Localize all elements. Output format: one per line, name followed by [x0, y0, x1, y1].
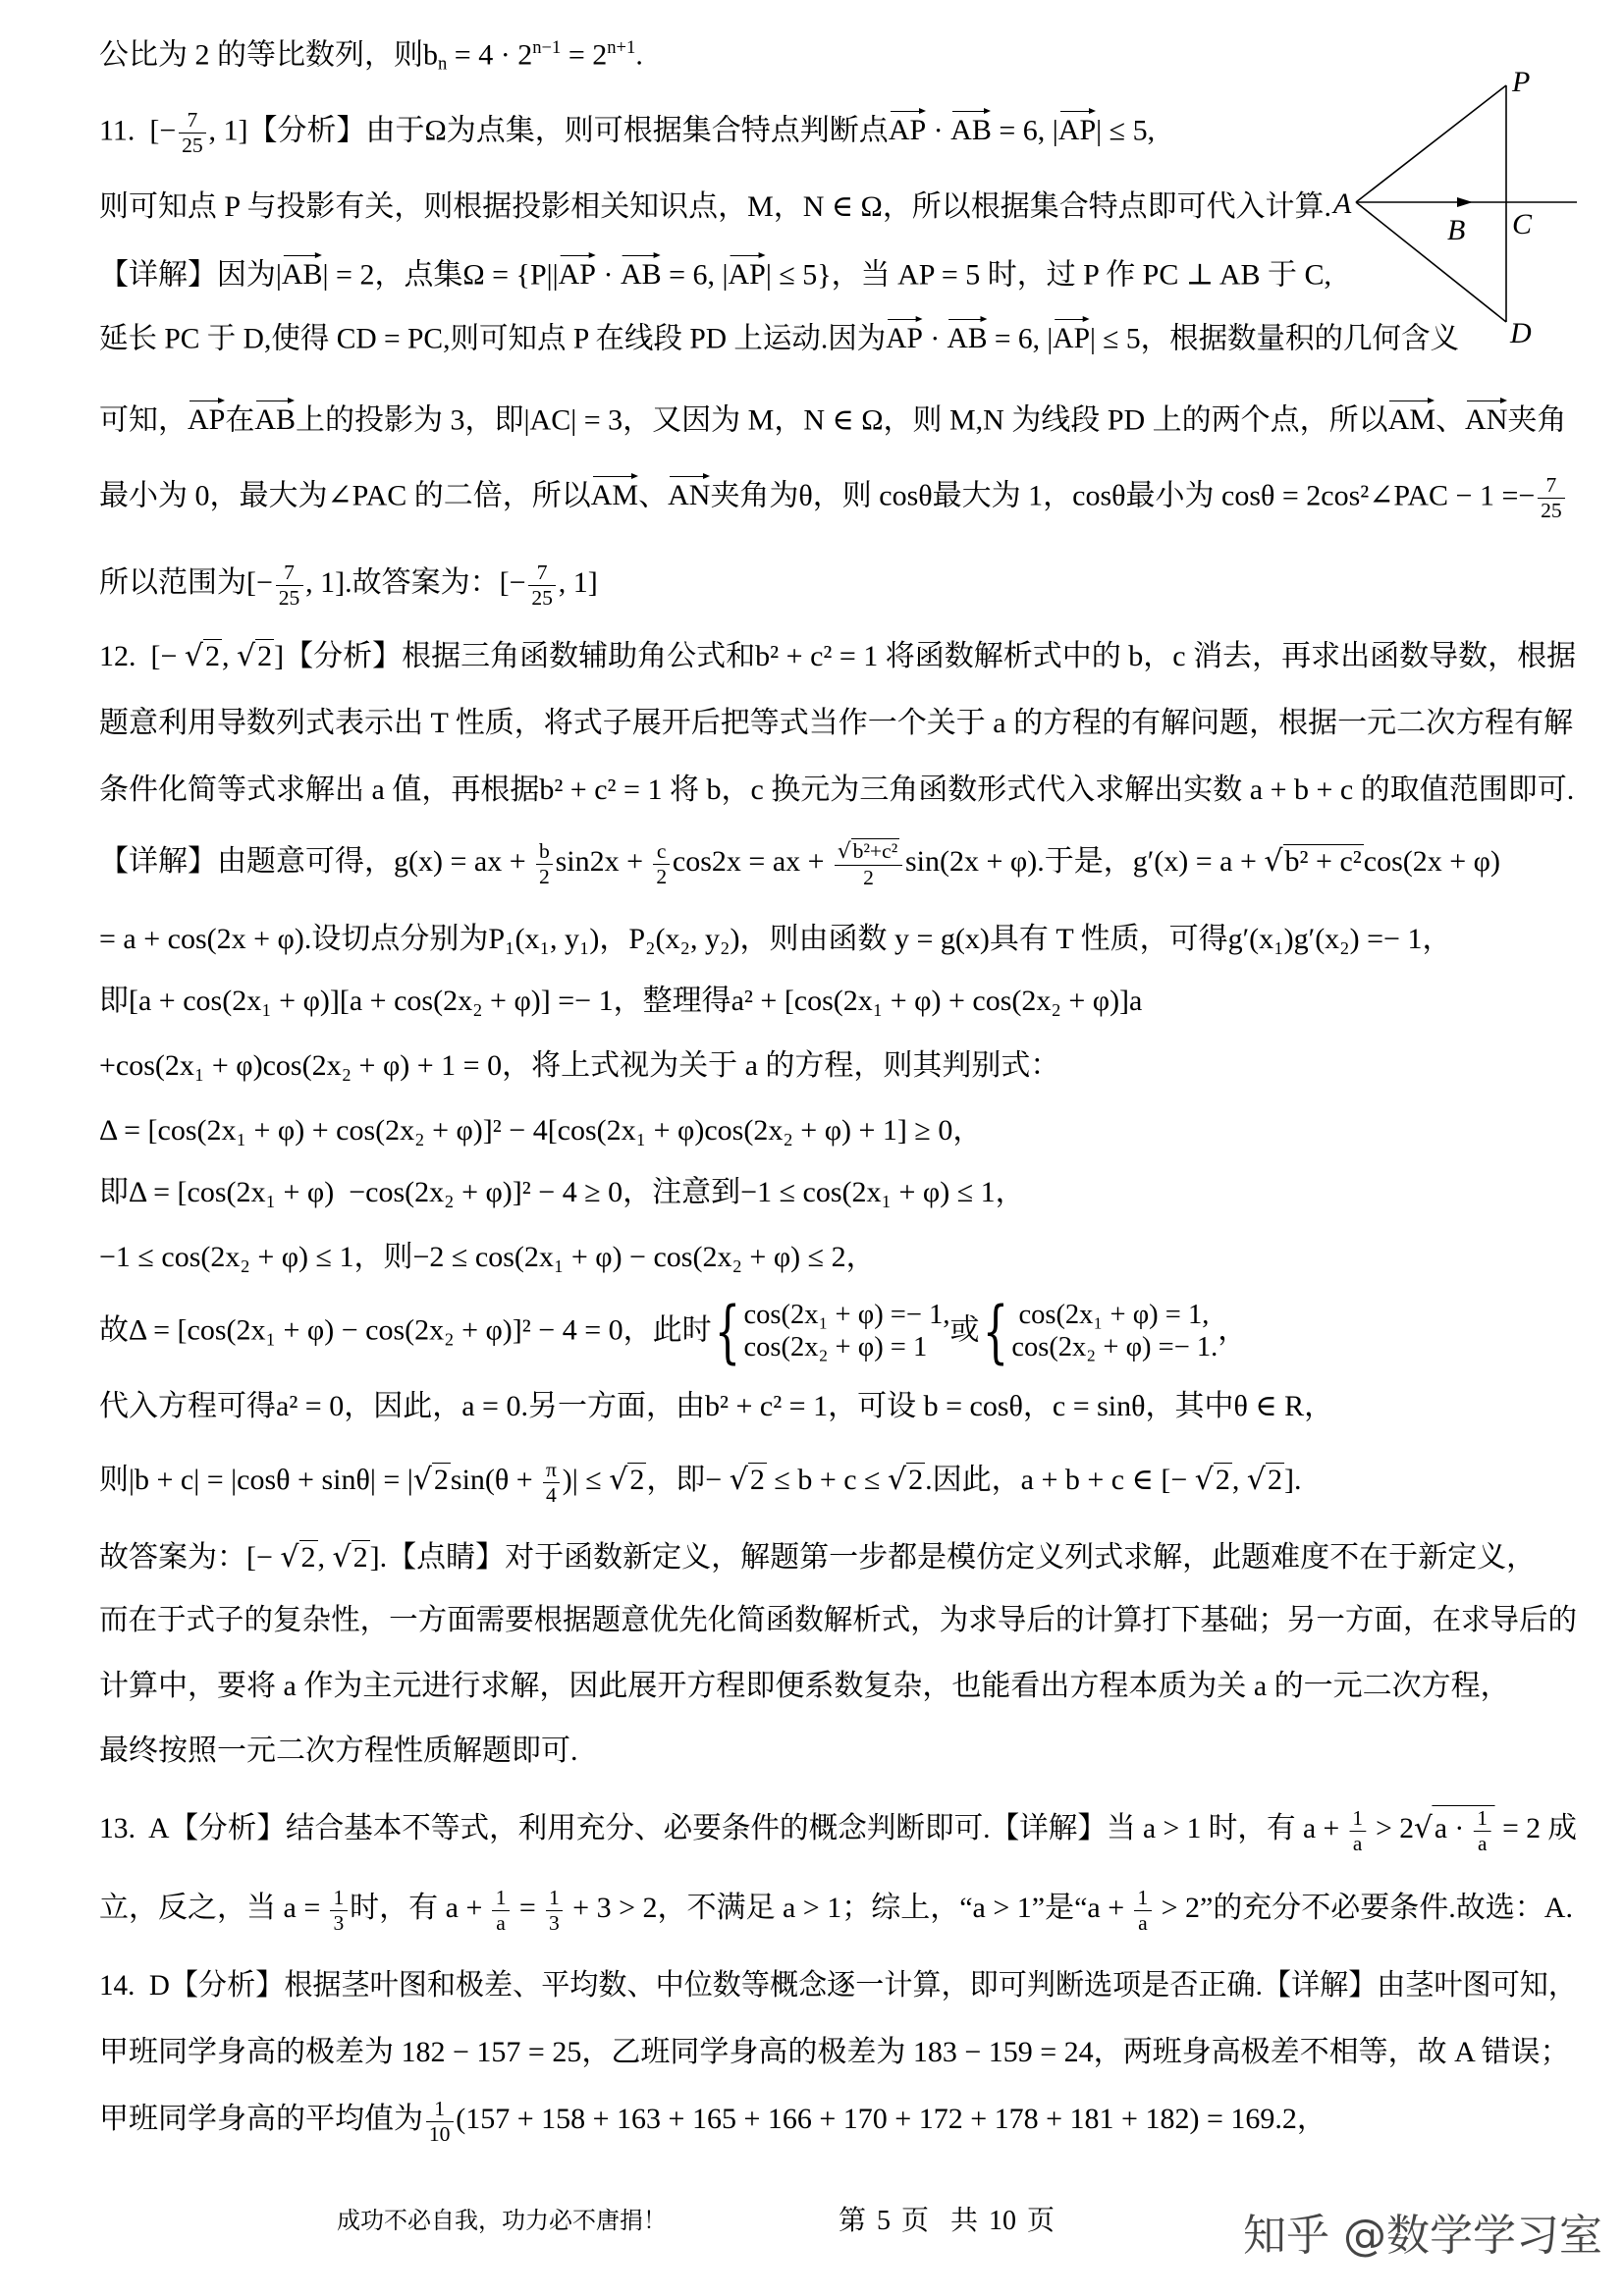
fraction-denominator: 2	[538, 864, 550, 888]
solution-line	[99, 2092, 1577, 2151]
radical-sign: √	[184, 639, 204, 674]
text-run: 可知，	[99, 403, 188, 437]
text-run: | ≤ 5,	[1096, 113, 1156, 146]
square-root	[413, 1464, 451, 1496]
subscript: n	[438, 53, 448, 75]
solution-line	[99, 1292, 1577, 1371]
solution-line	[99, 1591, 1577, 1650]
line-content	[99, 638, 1576, 675]
vector: AP	[728, 252, 765, 290]
text-run: 延长 PC 于 D,使得 CD = PC,则可知点 P 在线段 PD 上运动.因为	[99, 322, 887, 355]
line-content	[99, 1539, 1536, 1576]
text-run: 立，反之，当 a =	[99, 1891, 328, 1924]
solution-line	[99, 468, 1577, 527]
solution-line	[99, 972, 1577, 1031]
text-run: 【详解】因为|	[99, 258, 282, 292]
radicand: b²+c²	[852, 838, 898, 863]
text-run: 代入方程可得a² = 0，因此，a = 0.另一方面，由b² + c² = 1，可设 b = cosθ，c = sinθ，其中θ ∈ R，	[99, 1390, 1334, 1423]
radicand: 2	[352, 1541, 368, 1575]
solution-line	[99, 1377, 1577, 1436]
fraction-denominator: 2	[656, 864, 668, 888]
point-label-D: D	[1510, 317, 1532, 349]
solution-line	[99, 1453, 1577, 1512]
solution-line	[99, 1956, 1577, 2015]
radicand: 2	[300, 1541, 316, 1575]
watermark: 知乎 @数学学习室	[1243, 2211, 1602, 2261]
solution-line	[99, 627, 1577, 686]
line-content	[99, 2034, 1570, 2071]
line-content	[99, 1174, 1025, 1211]
vector: AB	[947, 316, 988, 353]
segment-AD	[1356, 202, 1506, 322]
text-run: 13. A【分析】结合基本不等式，利用充分、必要条件的概念判断即可.【详解】当 a > 1 时，有 a +	[99, 1812, 1347, 1845]
fraction-numerator: 1	[546, 1886, 563, 1911]
text-run: 即Δ = [cos(2x₁ + φ) −cos(2x₂ + φ)]² − 4 ≥ 0，注意到−1 ≤ cos(2x₁ + φ) ≤ 1，	[99, 1176, 1025, 1209]
fraction	[426, 2097, 454, 2147]
text-run: .因此，a + b + c ∈ [−	[925, 1463, 1195, 1496]
line-content	[99, 772, 1574, 809]
square-root	[730, 1464, 767, 1496]
superscript: n+1	[607, 37, 636, 59]
radical-sign: √	[332, 1540, 352, 1575]
text-run: 时，有 a +	[350, 1891, 490, 1924]
fraction-numerator: π	[543, 1458, 560, 1483]
text-run: > 2”的充分不必要条件.故选：A.	[1154, 1891, 1573, 1924]
fraction-numerator: 7	[1538, 473, 1565, 499]
square-root	[1195, 1464, 1232, 1496]
fraction	[1538, 473, 1565, 523]
vector: AM	[1388, 398, 1435, 435]
text-run: 、	[1435, 403, 1466, 437]
vector: AN	[1465, 398, 1507, 435]
vector: AP	[889, 108, 926, 145]
solution-line	[99, 1163, 1577, 1222]
vector: AP	[886, 316, 923, 353]
vector: AB	[950, 108, 992, 145]
fraction	[1134, 1886, 1151, 1936]
radicand: 2	[257, 640, 273, 673]
equation-rows	[1011, 1300, 1218, 1364]
equation-system	[712, 1292, 950, 1371]
solution-line	[99, 1881, 1577, 1940]
fraction-denominator: 4	[546, 1482, 557, 1507]
square-root	[333, 1541, 370, 1574]
square-root	[280, 1541, 317, 1574]
solution-line	[99, 761, 1577, 820]
square-root	[1264, 845, 1363, 878]
geometry-diagram	[1316, 54, 1591, 353]
solution-line	[99, 694, 1577, 753]
vector: AP	[1058, 108, 1096, 145]
fraction	[179, 108, 206, 158]
line-content	[99, 1602, 1577, 1639]
fraction-denominator: 10	[428, 2121, 451, 2146]
point-label-A: A	[1333, 187, 1352, 220]
text-run: ,	[317, 1541, 333, 1575]
fraction	[546, 1886, 563, 1936]
text-run: 则|b + c| = |cosθ + sinθ| = |	[99, 1463, 413, 1496]
fraction	[528, 561, 556, 611]
text-run: , 1]【分析】由于Ω为点集，则可根据集合特点判断点	[208, 113, 889, 146]
left-brace: {	[714, 1292, 741, 1371]
radical-sign: √	[412, 1462, 432, 1497]
fraction-numerator: 7	[528, 561, 556, 586]
line-content	[99, 1239, 876, 1276]
radical-sign: √	[1413, 1811, 1433, 1846]
line-content	[99, 983, 1142, 1020]
point-label-C: C	[1512, 208, 1533, 240]
text-run: 、	[638, 478, 669, 511]
text-run: ]【分析】根据三角函数辅助角公式和b² + c² = 1 将函数解析式中的 b，c 消去，再求出函数导数，根据	[274, 640, 1577, 673]
solution-line	[99, 307, 1459, 366]
text-run: , 1].故答案为：[−	[305, 565, 526, 599]
vector: AB	[254, 398, 296, 435]
text-run: )| ≤	[562, 1463, 610, 1496]
fraction	[835, 838, 903, 890]
line-content	[99, 36, 643, 76]
line-content	[99, 1458, 1302, 1508]
fraction-numerator: 1	[1134, 1886, 1151, 1911]
fraction-denominator: 25	[531, 585, 553, 610]
text-run: +cos(2x₁ + φ)cos(2x₂ + φ) + 1 = 0，将上式视为关于 a 的方程，则其判别式：	[99, 1049, 1060, 1083]
text-run: ].	[1284, 1463, 1302, 1496]
radicand: 2	[908, 1463, 924, 1496]
solution-line	[99, 1722, 1577, 1781]
radical-sign: √	[1264, 843, 1283, 879]
segment-AP	[1356, 85, 1506, 202]
text-run: ，即−	[646, 1463, 730, 1496]
text-run: = 6, |	[661, 258, 729, 292]
text-run: sin(θ +	[450, 1463, 541, 1496]
text-run: 故答案为：[−	[99, 1541, 281, 1575]
fraction-denominator: a	[1477, 1832, 1488, 1855]
radicand: 2	[1268, 1463, 1282, 1496]
vector: AN	[668, 473, 710, 510]
text-run: 上的投影为 3，即|AC| = 3，又因为 M，N ∈ Ω，则 M,N 为线段 PD 上的两个点，所以	[296, 403, 1388, 437]
equation-rows	[744, 1300, 950, 1364]
fraction-denominator: a	[1352, 1832, 1363, 1855]
line-content	[99, 188, 1331, 226]
square-root	[1413, 1806, 1495, 1855]
line-content	[99, 2097, 1326, 2147]
text-run: = 4 · 2	[447, 38, 533, 72]
text-run: 11. [−	[99, 113, 177, 146]
solution-line	[99, 178, 1331, 237]
fraction-denominator: 25	[182, 133, 203, 157]
square-root	[237, 640, 274, 672]
solution-line	[99, 1101, 1577, 1160]
text-run: , 1]	[558, 565, 598, 599]
text-run: 在	[225, 403, 255, 437]
fraction-numerator: 1	[426, 2097, 454, 2122]
radicand: 2	[629, 1463, 645, 1496]
line-content	[99, 1805, 1577, 1856]
text-run: (157 + 158 + 163 + 165 + 166 + 170 + 172 + 178 + 181 + 182) = 169.2，	[456, 2102, 1326, 2135]
line-content	[99, 316, 1459, 357]
text-run: ≤ b + c ≤	[766, 1463, 889, 1496]
text-run: −1 ≤ cos(2x₂ + φ) ≤ 1，则−2 ≤ cos(2x₁ + φ) − cos(2x₂ + φ) ≤ 2，	[99, 1241, 876, 1274]
fraction	[543, 1458, 560, 1508]
text-run: = 2	[561, 38, 608, 72]
text-run: 则可知点 P 与投影有关，则根据投影相关知识点，M，N ∈ Ω，所以根据集合特点即可代入计算.	[99, 190, 1331, 224]
line-content	[99, 473, 1568, 523]
solution-line	[99, 556, 1577, 614]
text-run: 夹角为θ，则 cosθ最大为 1，cosθ最小为 cosθ = 2cos²∠PAC − 1 =−	[710, 478, 1536, 511]
fraction	[492, 1886, 509, 1936]
equation-row: cos(2x₂ + φ) = 1	[743, 1332, 928, 1362]
text-run: 甲班同学身高的极差为 182 − 157 = 25，乙班同学身高的极差为 183 − 159 = 24，两班身高极差不相等，故 A 错误；	[99, 2036, 1570, 2069]
solution-line	[99, 834, 1577, 893]
radical-sign: √	[1194, 1462, 1214, 1497]
text-run: sin2x +	[555, 844, 651, 878]
fraction-numerator: b	[536, 839, 553, 865]
text-run: 14. D【分析】根据茎叶图和极差、平均数、中位数等概念逐一计算，即可判断选项是否正确.【详解】由茎叶图可知，	[99, 1969, 1577, 2002]
text-run: ·	[595, 258, 621, 292]
line-content	[99, 1388, 1333, 1425]
solution-line	[99, 243, 1331, 302]
text-run: 条件化简等式求解出 a 值，再根据b² + c² = 1 将 b，c 换元为三角函数形式代入求解出实数 a + b + c 的取值范围即可.	[99, 774, 1575, 807]
line-content	[99, 705, 1573, 742]
line-content	[99, 1112, 982, 1149]
fraction-numerator: 1	[1474, 1806, 1490, 1832]
vector: AB	[621, 252, 662, 290]
page-number: 第 5 页 共 10 页	[839, 2206, 1056, 2236]
point-label-B: B	[1447, 214, 1466, 246]
vector: AB	[282, 252, 323, 290]
square-root	[838, 839, 899, 863]
text-run: | ≤ 5}，当 AP = 5 时，过 P 作 PC ⊥ AB 于 C,	[765, 258, 1331, 292]
solution-line	[99, 2023, 1577, 2082]
point-label-P: P	[1512, 66, 1531, 98]
line-content	[99, 108, 1155, 158]
radicand: 2	[749, 1463, 765, 1496]
text-run: 故Δ = [cos(2x₁ + φ) − cos(2x₂ + φ)]² − 4 = 0，此时	[99, 1312, 712, 1346]
square-root	[888, 1464, 925, 1496]
fraction-numerator: 7	[179, 108, 206, 133]
solution-line	[99, 1801, 1577, 1860]
fraction-numerator: 7	[276, 561, 303, 586]
text-run: | = 2，点集Ω = {P||	[322, 258, 559, 292]
solution-line	[99, 1657, 1577, 1716]
solution-line	[99, 103, 1331, 162]
line-content	[99, 1886, 1573, 1936]
superscript: n−1	[532, 37, 562, 59]
vector: AM	[591, 473, 638, 510]
fraction	[1474, 1806, 1490, 1856]
line-content	[99, 838, 1500, 890]
fraction-denominator: a	[1138, 1910, 1148, 1935]
fraction-denominator: 25	[278, 585, 300, 610]
text-run: 或	[949, 1312, 980, 1346]
text-run: 而在于式子的复杂性，一方面需要根据题意优先化简函数解析式，为求导后的计算打下基础；另一方面，在求导后的	[99, 1604, 1577, 1637]
solution-line	[99, 1037, 1577, 1095]
text-run: | ≤ 5，根据数量积的几何含义	[1090, 322, 1459, 355]
footer-motto: 成功不必自我，功力必不唐捐！	[337, 2209, 667, 2234]
text-run: = 2 成	[1494, 1812, 1577, 1845]
text-run: 【详解】由题意可得，g(x) = ax +	[99, 844, 534, 878]
radicand	[1433, 1805, 1495, 1856]
fraction-denominator: 25	[1541, 498, 1562, 522]
text-run: ,	[222, 640, 238, 673]
text-run: a ·	[1434, 1812, 1472, 1845]
solution-line	[99, 1528, 1577, 1587]
solution-line	[99, 910, 1577, 969]
text-run: = 6, |	[991, 113, 1058, 146]
text-run: cos2x = ax +	[672, 844, 833, 878]
text-run: 即[a + cos(2x₁ + φ)][a + cos(2x₂ + φ)] =− 1，整理得a² + [cos(2x₁ + φ) + cos(2x₂ + φ)]a	[99, 985, 1143, 1018]
text-run: cos(2x + φ)	[1363, 844, 1500, 878]
text-run: = a + cos(2x + φ).设切点分别为P₁(x₁, y₁)，P₂(x₂, y₂)，则由函数 y = g(x)具有 T 性质，可得g′(x₁)g′(x₂) =− 1，	[99, 923, 1452, 956]
square-root	[609, 1464, 646, 1496]
text-run: 题意利用导数列式表示出 T 性质，将式子展开后把等式当作一个关于 a 的方程的有解问题，根据一元二次方程有解	[99, 707, 1574, 740]
text-run: = 6, |	[987, 322, 1054, 355]
fraction-numerator	[835, 838, 903, 866]
radicand: 2	[1215, 1463, 1230, 1496]
text-run: ·	[922, 322, 947, 355]
radical-sign: √	[280, 1540, 299, 1575]
left-brace: {	[982, 1292, 1009, 1371]
line-content	[99, 398, 1566, 439]
text-run: .	[635, 38, 643, 72]
fraction-denominator: 3	[333, 1910, 345, 1935]
vector: AP	[1053, 316, 1090, 353]
square-root	[1247, 1464, 1284, 1496]
line-content	[99, 1292, 1248, 1371]
text-run: 甲班同学身高的平均值为	[99, 2102, 423, 2135]
radical-sign: √	[729, 1462, 748, 1497]
line-content	[99, 1733, 578, 1770]
fraction-numerator: 1	[330, 1886, 347, 1911]
line-content	[99, 252, 1331, 294]
text-run: + 3 > 2，不满足 a > 1；综上，“a > 1”是“a +	[565, 1891, 1132, 1924]
text-run: sin(2x + φ).于是，g′(x) = a +	[904, 844, 1265, 878]
fraction	[536, 839, 553, 889]
text-run: 公比为 2 的等比数列，则b	[99, 38, 438, 72]
fraction-numerator: 1	[1349, 1806, 1366, 1832]
text-run: ,	[1231, 1463, 1247, 1496]
line-content	[99, 1047, 1059, 1085]
equation-row: cos(2x₁ + φ) =− 1,	[743, 1300, 950, 1331]
radical-sign: √	[1246, 1462, 1266, 1497]
equation-row: cos(2x₁ + φ) = 1,	[1011, 1300, 1210, 1331]
text-run: =	[512, 1891, 544, 1924]
text-run: 所以范围为[−	[99, 565, 273, 599]
fraction	[330, 1886, 347, 1936]
text-run: 夹角	[1507, 403, 1567, 437]
fraction	[653, 839, 670, 889]
line-content	[99, 921, 1451, 958]
line-content	[99, 1967, 1577, 2004]
text-run: 计算中，要将 a 作为主元进行求解，因此展开方程即便系数复杂，也能看出方程本质为关 a 的一元二次方程，	[99, 1670, 1510, 1703]
fraction-denominator: a	[496, 1910, 506, 1935]
radical-sign: √	[609, 1462, 628, 1497]
radical-sign: √	[237, 639, 256, 674]
radical-sign: √	[888, 1462, 907, 1497]
vector-arrowhead	[1457, 197, 1473, 207]
text-run: 最终按照一元二次方程性质解题即可.	[99, 1735, 578, 1768]
fraction-denominator: 3	[549, 1910, 560, 1935]
text-run: ].【点睛】对于函数新定义，解题第一步都是模仿定义列式求解，此题难度不在于新定义，	[369, 1541, 1537, 1575]
radicand: b² + c²	[1284, 844, 1362, 878]
text-run: ，	[1218, 1312, 1248, 1346]
radicand: 2	[205, 640, 221, 673]
fraction-numerator: c	[653, 839, 670, 865]
text-run: 最小为 0，最大为∠PAC 的二倍，所以	[99, 478, 591, 511]
line-content	[99, 1668, 1510, 1705]
solution-line	[99, 389, 1577, 448]
text-run: Δ = [cos(2x₁ + φ) + cos(2x₂ + φ)]² − 4[cos(2x₁ + φ)cos(2x₂ + φ) + 1] ≥ 0，	[99, 1114, 983, 1148]
vector: AP	[188, 398, 225, 435]
text-run: ·	[926, 113, 951, 146]
solution-line	[99, 1228, 1577, 1287]
fraction	[1349, 1806, 1366, 1856]
fraction-numerator: 1	[492, 1886, 509, 1911]
equation-system	[979, 1292, 1218, 1371]
vector: AP	[559, 252, 596, 290]
fraction-denominator: 2	[863, 865, 874, 889]
square-root	[185, 640, 222, 672]
radical-sign: √	[837, 838, 851, 864]
line-content	[99, 561, 598, 611]
fraction	[276, 561, 303, 611]
radicand: 2	[433, 1463, 449, 1496]
equation-row: cos(2x₂ + φ) =− 1.	[1011, 1332, 1218, 1362]
text-run: > 2	[1368, 1812, 1414, 1845]
text-run: 12. [−	[99, 640, 185, 673]
